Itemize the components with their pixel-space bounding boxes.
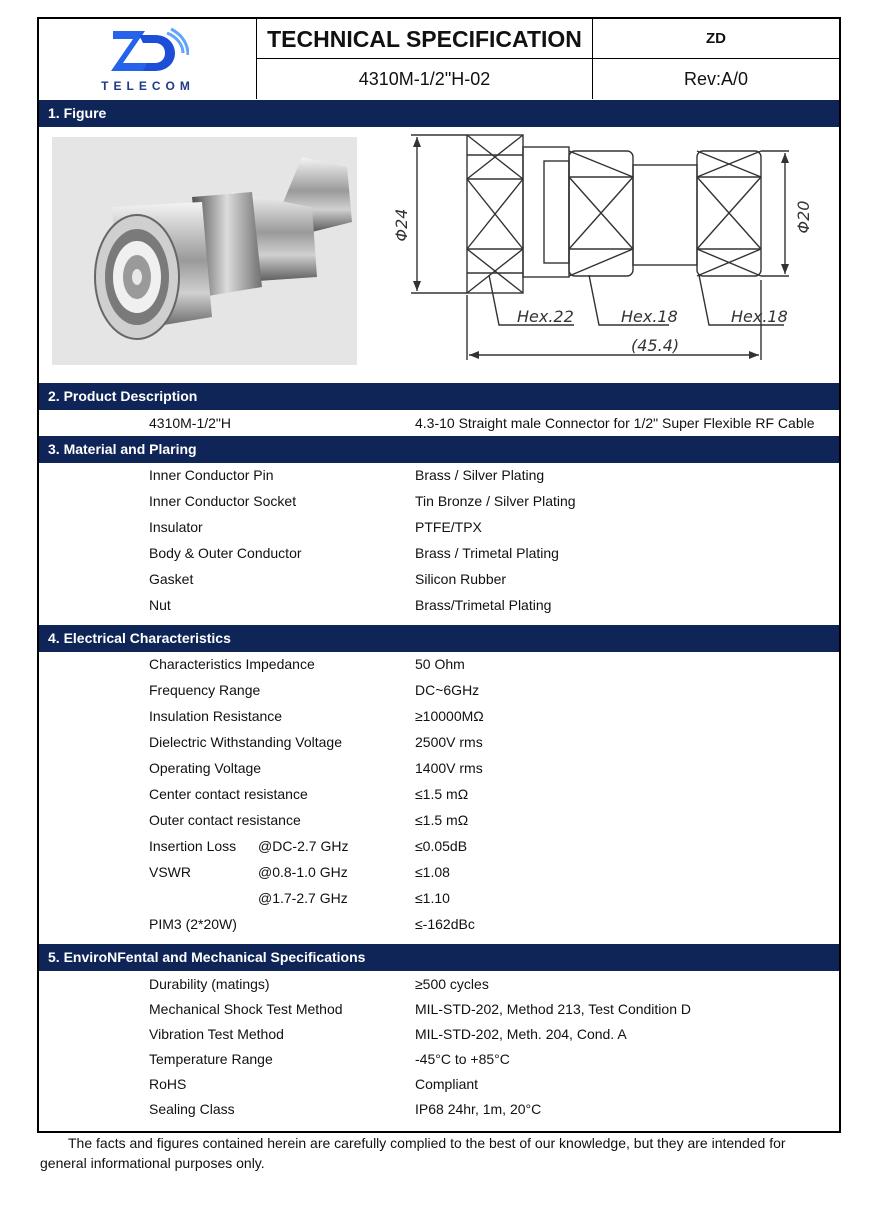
section-header-material: 3. Material and Plaring — [39, 436, 839, 463]
spec-value: IP68 24hr, 1m, 20°C — [415, 1101, 542, 1117]
part-number: 4310M-1/2"H-02 — [257, 59, 593, 99]
company-code: ZD — [593, 19, 839, 59]
environmental-row — [39, 1096, 839, 1122]
spec-sheet — [37, 17, 841, 1133]
dim-diameter-24: Φ24 — [392, 208, 411, 242]
spec-label: PIM3 (2*20W) — [149, 916, 237, 932]
spec-label: Insulator — [149, 519, 203, 535]
electrical-row — [39, 781, 839, 807]
spec-value: Brass / Trimetal Plating — [415, 545, 559, 561]
header-block — [39, 19, 839, 99]
dim-hex18-b: Hex.18 — [731, 307, 788, 326]
material-row — [39, 592, 839, 618]
connector-photo — [52, 137, 357, 365]
spec-label: Mechanical Shock Test Method — [149, 1001, 343, 1017]
electrical-row — [39, 755, 839, 781]
spec-value: Brass / Silver Plating — [415, 467, 545, 483]
electrical-row — [39, 807, 839, 833]
dim-diameter-20: Φ20 — [794, 200, 813, 234]
electrical-row — [39, 859, 839, 885]
disclaimer — [40, 1133, 830, 1173]
spec-value: 2500V rms — [415, 734, 483, 750]
spec-value: ≥500 cycles — [415, 976, 489, 992]
spec-label: Operating Voltage — [149, 760, 262, 776]
spec-label: Nut — [149, 597, 171, 613]
spec-value: 1400V rms — [415, 760, 483, 776]
electrical-row — [39, 885, 839, 911]
spec-label: Vibration Test Method — [149, 1026, 284, 1042]
environmental-row — [39, 996, 839, 1022]
disclaimer-text: The facts and figures contained herein are carefully complied to the best of our knowledge, but they are intended for general informational purposes only. — [40, 1135, 786, 1171]
spec-condition: @0.8-1.0 GHz — [258, 864, 348, 880]
section-header-product: 2. Product Description — [39, 383, 839, 410]
product-row — [39, 410, 839, 436]
spec-label: Insertion Loss — [149, 838, 237, 854]
spec-value: ≤-162dBc — [415, 916, 475, 932]
spec-label: Temperature Range — [149, 1051, 273, 1067]
section-header-environmental: 5. EnviroNFental and Mechanical Specifications — [39, 944, 839, 971]
spec-value: ≤0.05dB — [415, 838, 468, 854]
spec-value: ≤1.5 mΩ — [415, 812, 469, 828]
dimension-drawing — [389, 125, 819, 375]
spec-value: ≤1.10 — [415, 890, 450, 906]
product-name: 4310M-1/2"H — [149, 415, 232, 431]
spec-value: MIL-STD-202, Meth. 204, Cond. A — [415, 1026, 627, 1042]
spec-value: -45°C to +85°C — [415, 1051, 510, 1067]
spec-value: ≤1.08 — [415, 864, 450, 880]
spec-label: Dielectric Withstanding Voltage — [149, 734, 342, 750]
dim-hex18-a: Hex.18 — [621, 307, 678, 326]
electrical-row — [39, 911, 839, 937]
electrical-row — [39, 651, 839, 677]
spec-label: RoHS — [149, 1076, 187, 1092]
spec-value: MIL-STD-202, Method 213, Test Condition D — [415, 1001, 691, 1017]
spec-value: Brass/Trimetal Plating — [415, 597, 552, 613]
spec-value: ≤1.5 mΩ — [415, 786, 469, 802]
logo-text: TELECOM — [101, 79, 195, 93]
spec-label: Center contact resistance — [149, 786, 308, 802]
spec-value: 50 Ohm — [415, 656, 465, 672]
revision: Rev:A/0 — [683, 69, 749, 89]
spec-value: PTFE/TPX — [415, 519, 482, 535]
document-title: TECHNICAL SPECIFICATION — [257, 19, 593, 59]
spec-value: Compliant — [415, 1076, 479, 1092]
dim-length: (45.4) — [631, 336, 680, 355]
spec-label: Frequency Range — [149, 682, 261, 698]
dim-hex22: Hex.22 — [517, 307, 574, 326]
spec-label: Characteristics Impedance — [149, 656, 315, 672]
logo-cell — [39, 19, 257, 99]
material-row — [39, 488, 839, 514]
spec-value: DC~6GHz — [415, 682, 480, 698]
material-row — [39, 540, 839, 566]
spec-value: Silicon Rubber — [415, 571, 507, 587]
spec-label: Durability (matings) — [149, 976, 270, 992]
spec-label: Gasket — [149, 571, 194, 587]
spec-label: Outer contact resistance — [149, 812, 301, 828]
spec-condition: @1.7-2.7 GHz — [258, 890, 348, 906]
section-header-electrical: 4. Electrical Characteristics — [39, 625, 839, 652]
electrical-row — [39, 703, 839, 729]
spec-label: Inner Conductor Pin — [149, 467, 274, 483]
environmental-row — [39, 1071, 839, 1097]
spec-value: ≥10000MΩ — [415, 708, 484, 724]
spec-label: Sealing Class — [149, 1101, 235, 1117]
material-row — [39, 514, 839, 540]
electrical-row — [39, 677, 839, 703]
zd-logo-icon — [109, 27, 189, 77]
environmental-row — [39, 1046, 839, 1072]
product-description: 4.3-10 Straight male Connector for 1/2" Super Flexible RF Cable — [415, 415, 815, 431]
electrical-row — [39, 729, 839, 755]
electrical-row — [39, 833, 839, 859]
environmental-row — [39, 1021, 839, 1047]
spec-value: Tin Bronze / Silver Plating — [415, 493, 576, 509]
material-row — [39, 566, 839, 592]
spec-label: Insulation Resistance — [149, 708, 283, 724]
spec-label: Inner Conductor Socket — [149, 493, 297, 509]
spec-condition: @DC-2.7 GHz — [258, 838, 349, 854]
section-header-figure: 1. Figure — [39, 100, 839, 127]
environmental-row — [39, 971, 839, 997]
material-row — [39, 462, 839, 488]
spec-label: Body & Outer Conductor — [149, 545, 302, 561]
spec-label: VSWR — [149, 864, 191, 880]
